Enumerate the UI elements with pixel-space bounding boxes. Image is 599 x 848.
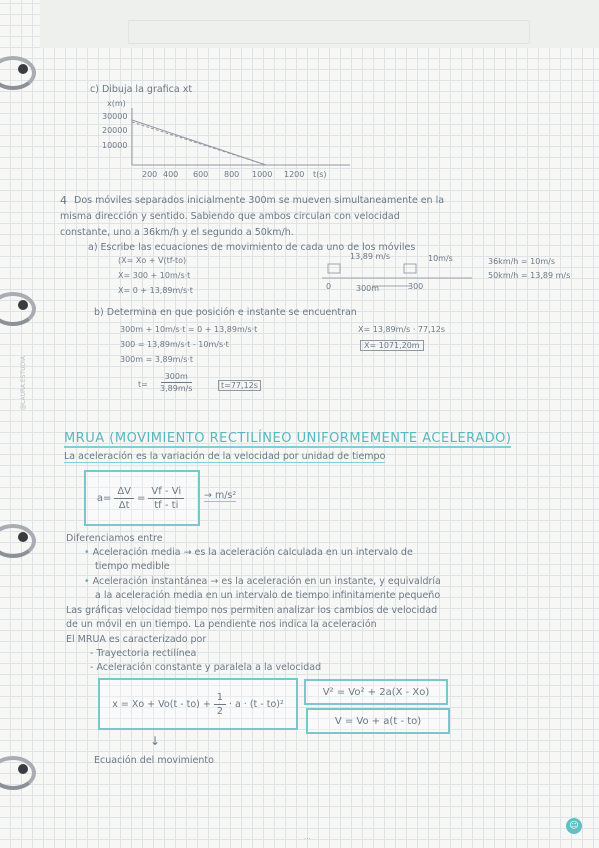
bullet-continuation: tiempo medible (95, 561, 170, 572)
graph-y-tick: 20000 (102, 126, 128, 135)
sketch-label: 13,89 m/s (350, 252, 391, 261)
half-numerator: 1 (214, 692, 226, 705)
position-eq-half (214, 692, 226, 717)
velocity-squared-eq: V² = Vo² + 2a(X - Xo) (322, 686, 430, 698)
graph-x-tick: 600 (193, 170, 209, 179)
position-eq-pre: x = Xo + Vo(t - to) + (112, 698, 211, 710)
part-a-sketch (322, 254, 482, 294)
graph-line-1 (132, 120, 266, 165)
velocity-box (306, 708, 450, 734)
part-b-t-expr: t= (138, 380, 148, 389)
half-denominator: 2 (216, 705, 223, 717)
problem-statement-line: Dos móviles separados inicialmente 300m se mueven simultaneamente en la (74, 195, 445, 206)
fraction-numerator: 300m (161, 372, 192, 383)
part-b-final-position: X= 1071,20m (360, 340, 424, 351)
diff-title: Diferenciamos entre (66, 533, 163, 544)
fraction-denominator: 3,89m/s (160, 384, 193, 393)
bullet-continuation: a la aceleración media en un intervalo de tiempo infinitamente pequeño (95, 590, 441, 601)
characteristic-item: - Aceleración constante y paralela a la velocidad (90, 662, 322, 673)
part-b-work: 300m + 10m/s·t = 0 + 13,89m/s·t (120, 325, 258, 334)
graphs-text-line: Las gráficas velocidad tiempo nos permiten analizar los cambios de velocidad (66, 605, 438, 616)
binder-ring-icon (0, 760, 30, 778)
binder-ring-icon (0, 528, 30, 546)
part-b-work: 300 = 13,89m/s·t - 10m/s·t (120, 340, 229, 349)
problem-statement-line: constante, uno a 36km/h y el segundo a 50km/h. (60, 227, 294, 238)
characteristics-title: El MRUA es caracterizado por (66, 634, 207, 645)
bullet-item: • Aceleración media → es la aceleración calculada en un intervalo de (84, 547, 413, 558)
header-strip (40, 0, 599, 48)
acceleration-units: → m/s² (204, 490, 237, 501)
acceleration-formula-box (84, 470, 200, 526)
graph-y-tick: 30000 (102, 112, 128, 121)
formula-dv: ΔV (114, 486, 134, 499)
position-equation-box (98, 678, 298, 730)
graph-x-tick: 200 (142, 170, 158, 179)
binder-ring-icon (0, 60, 30, 78)
formula-a: a= (96, 492, 112, 504)
equation-caption: Ecuación del movimiento (94, 755, 214, 766)
graph-y-tick: 10000 (102, 141, 128, 150)
graph-x-tick: 1200 (284, 170, 305, 179)
mrua-definition: La aceleración es la variación de la velocidad por unidad de tiempo (64, 451, 386, 462)
part-b-work: 300m = 3,89m/s·t (120, 355, 193, 364)
part-a-label: a) Escribe las ecuaciones de movimiento de cada uno de los móviles (88, 242, 416, 253)
part-a-equation: X= 0 + 13,89m/s·t (118, 286, 193, 295)
problem-number: 4 (60, 194, 67, 207)
binder-ring-icon (0, 296, 30, 314)
velocity-eq: V = Vo + a(t - to) (334, 715, 422, 727)
part-a-equation: (X= Xo + V(tf-to) (118, 256, 187, 265)
app-logo-icon: ☺ (566, 818, 582, 834)
section-heading: MRUA (MOVIMIENTO RECTILÍNEO UNIFORMEMENTE ACELERADO) (64, 431, 512, 446)
part-b-fraction (156, 372, 196, 393)
graph-y-axis-label: x(m) (107, 99, 126, 108)
sketch-label: 10m/s (428, 254, 453, 263)
sketch-label: 300m (356, 284, 380, 293)
unit-conversion: 50km/h = 13,89 m/s (488, 271, 571, 280)
bullet-text: Aceleración media → es la aceleración calculada en un intervalo de (92, 547, 413, 558)
characteristic-item: - Trayectoria rectilínea (90, 648, 197, 659)
formula-eq: = (137, 492, 146, 504)
formula-dv-dt (114, 486, 134, 511)
graph-x-tick: 1000 (252, 170, 273, 179)
bullet-text: Aceleración instantánea → es la aceleración en un instante, y equivaldría (92, 576, 441, 587)
position-eq-post: · a · (t - to)² (228, 698, 284, 710)
unit-conversion: 36km/h = 10m/s (488, 257, 555, 266)
graph-x-tick: 800 (224, 170, 240, 179)
header-title-box (128, 20, 530, 44)
formula-vf: Vf - Vi (148, 486, 184, 499)
part-b-t-result: t=77,12s (218, 380, 261, 391)
bullet-item: • Aceleración instantánea → es la aceleración en un instante, y equivaldría (84, 576, 441, 587)
part-b-work-right: X= 13,89m/s · 77,12s (358, 325, 445, 334)
graphs-text-line: de un móvil en un tiempo. La pendiente nos indica la aceleración (66, 619, 377, 630)
formula-dt: Δt (118, 499, 130, 511)
problem-statement-line: misma dirección y sentido. Sabiendo que ambos circulan con velocidad (60, 211, 400, 222)
sketch-label: 300 (408, 282, 424, 291)
formula-vf-tf (148, 486, 184, 511)
page-mark: ... (304, 833, 311, 841)
graph-x-axis-label: t(s) (313, 170, 327, 179)
down-arrow-icon: ↓ (150, 734, 161, 748)
part-b-label: b) Determina en que posición e instante se encuentran (94, 307, 357, 318)
sketch-label: 0 (326, 282, 332, 291)
graph-item-label: c) Dibuja la grafica xt (90, 84, 193, 95)
formula-tf: tf - ti (154, 499, 179, 511)
margin-brand: @LAURA.ESTUDIA (20, 356, 27, 410)
velocity-squared-box (304, 679, 448, 705)
graph-x-tick: 400 (163, 170, 179, 179)
part-a-equation: X= 300 + 10m/s·t (118, 271, 191, 280)
